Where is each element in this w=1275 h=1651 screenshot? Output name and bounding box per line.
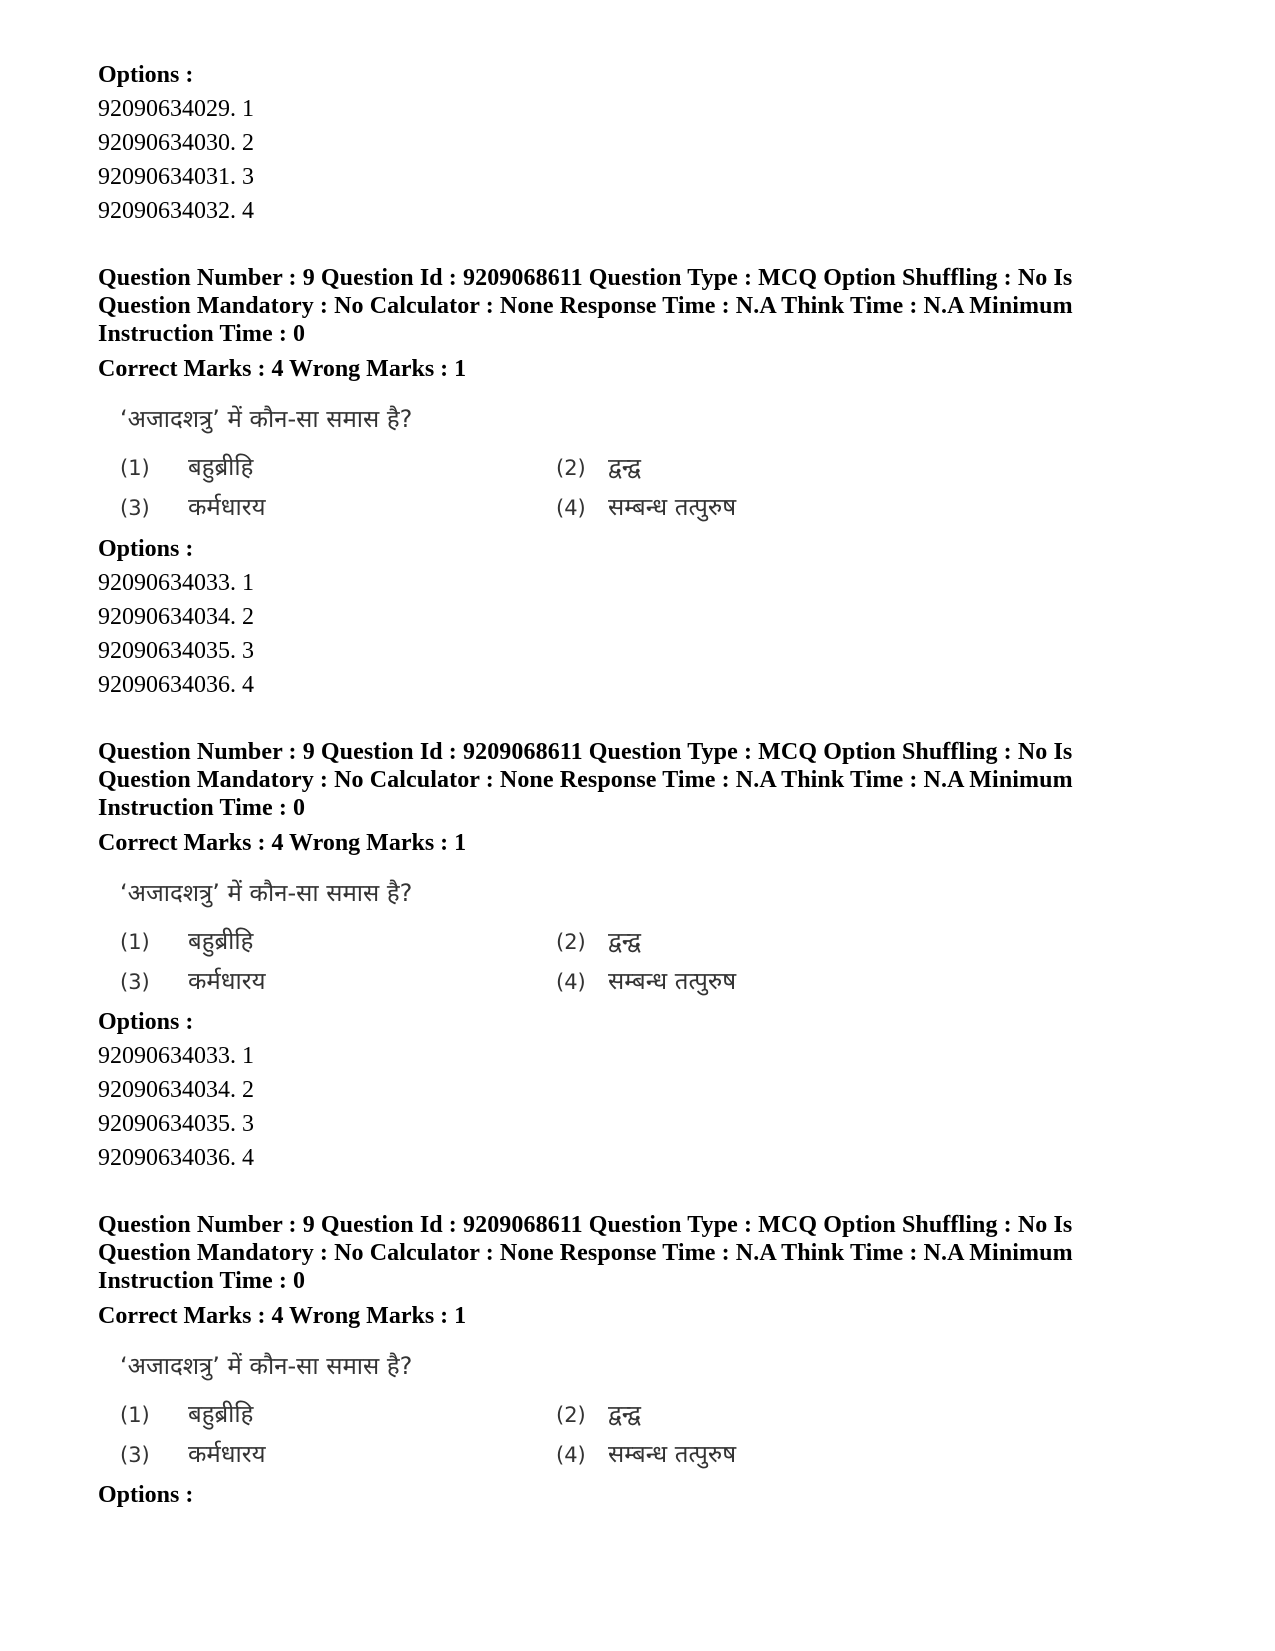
option-item: 92090634036. 4 bbox=[98, 672, 254, 698]
choice-4 bbox=[556, 1437, 736, 1470]
choice-number: (4) bbox=[556, 1443, 586, 1467]
options-block bbox=[98, 1478, 1198, 1512]
options-block bbox=[98, 532, 1198, 702]
option-item: 92090634035. 3 bbox=[98, 638, 254, 664]
question-header: Question Number : 9 Question Id : 9209068611 Question Type : MCQ Option Shuffling : No Is Question Mandatory : No Calculator : None Response Time : N.A Think Time : N.A Minimum Instruction Time : 0 bbox=[98, 1212, 1073, 1294]
choice-4 bbox=[556, 964, 736, 997]
option-item: 92090634029. 1 bbox=[98, 96, 254, 122]
choice-number: (3) bbox=[120, 970, 150, 994]
options-label: Options : bbox=[98, 62, 194, 88]
option-item: 92090634032. 4 bbox=[98, 198, 254, 224]
choice-2 bbox=[556, 450, 641, 483]
question-header: Question Number : 9 Question Id : 9209068611 Question Type : MCQ Option Shuffling : No Is Question Mandatory : No Calculator : None Response Time : N.A Think Time : N.A Minimum Instruction Time : 0 bbox=[98, 265, 1073, 347]
choice-number: (3) bbox=[120, 496, 150, 520]
choice-text: बहुब्रीहि bbox=[188, 1400, 254, 1428]
choice-number: (1) bbox=[120, 1403, 150, 1427]
choice-text: द्वन्द्व bbox=[608, 927, 641, 955]
options-label: Options : bbox=[98, 1009, 194, 1035]
option-item: 92090634033. 1 bbox=[98, 1043, 254, 1069]
top-options-block bbox=[98, 58, 1198, 228]
option-item: 92090634033. 1 bbox=[98, 570, 254, 596]
choice-number: (1) bbox=[120, 456, 150, 480]
choice-text: बहुब्रीहि bbox=[188, 927, 254, 955]
choice-number: (4) bbox=[556, 970, 586, 994]
choice-3 bbox=[120, 490, 266, 523]
marks-line: Correct Marks : 4 Wrong Marks : 1 bbox=[98, 1303, 467, 1329]
choice-text: द्वन्द्व bbox=[608, 1400, 641, 1428]
question-text: ‘अजादशत्रु’ में कौन-सा समास है? bbox=[120, 1352, 413, 1380]
choice-text: सम्बन्ध तत्पुरुष bbox=[608, 493, 737, 521]
choice-number: (2) bbox=[556, 930, 586, 954]
option-item: 92090634036. 4 bbox=[98, 1145, 254, 1171]
option-item: 92090634031. 3 bbox=[98, 164, 254, 190]
choice-1 bbox=[120, 1397, 253, 1430]
choice-number: (3) bbox=[120, 1443, 150, 1467]
question-text: ‘अजादशत्रु’ में कौन-सा समास है? bbox=[120, 879, 413, 907]
choice-1 bbox=[120, 924, 253, 957]
question-block bbox=[98, 264, 1198, 560]
question-header: Question Number : 9 Question Id : 9209068611 Question Type : MCQ Option Shuffling : No Is Question Mandatory : No Calculator : None Response Time : N.A Think Time : N.A Minimum Instruction Time : 0 bbox=[98, 739, 1073, 821]
marks-line: Correct Marks : 4 Wrong Marks : 1 bbox=[98, 356, 467, 382]
option-item: 92090634034. 2 bbox=[98, 1077, 254, 1103]
choice-text: सम्बन्ध तत्पुरुष bbox=[608, 1440, 737, 1468]
choice-3 bbox=[120, 1437, 266, 1470]
choice-text: द्वन्द्व bbox=[608, 453, 641, 481]
marks-line: Correct Marks : 4 Wrong Marks : 1 bbox=[98, 830, 467, 856]
option-item: 92090634035. 3 bbox=[98, 1111, 254, 1137]
options-label: Options : bbox=[98, 536, 194, 562]
choice-text: सम्बन्ध तत्पुरुष bbox=[608, 967, 737, 995]
question-block bbox=[98, 1211, 1198, 1507]
choice-text: कर्मधारय bbox=[188, 493, 266, 521]
choice-2 bbox=[556, 924, 641, 957]
choice-4 bbox=[556, 490, 736, 523]
choice-1 bbox=[120, 450, 253, 483]
option-item: 92090634034. 2 bbox=[98, 604, 254, 630]
choice-number: (2) bbox=[556, 456, 586, 480]
options-block bbox=[98, 1005, 1198, 1175]
choice-number: (1) bbox=[120, 930, 150, 954]
choice-number: (4) bbox=[556, 496, 586, 520]
option-item: 92090634030. 2 bbox=[98, 130, 254, 156]
choice-number: (2) bbox=[556, 1403, 586, 1427]
choice-3 bbox=[120, 964, 266, 997]
options-label: Options : bbox=[98, 1482, 194, 1508]
choice-2 bbox=[556, 1397, 641, 1430]
question-text: ‘अजादशत्रु’ में कौन-सा समास है? bbox=[120, 405, 413, 433]
choice-text: बहुब्रीहि bbox=[188, 453, 254, 481]
choice-text: कर्मधारय bbox=[188, 967, 266, 995]
choice-text: कर्मधारय bbox=[188, 1440, 266, 1468]
question-block bbox=[98, 738, 1198, 1034]
